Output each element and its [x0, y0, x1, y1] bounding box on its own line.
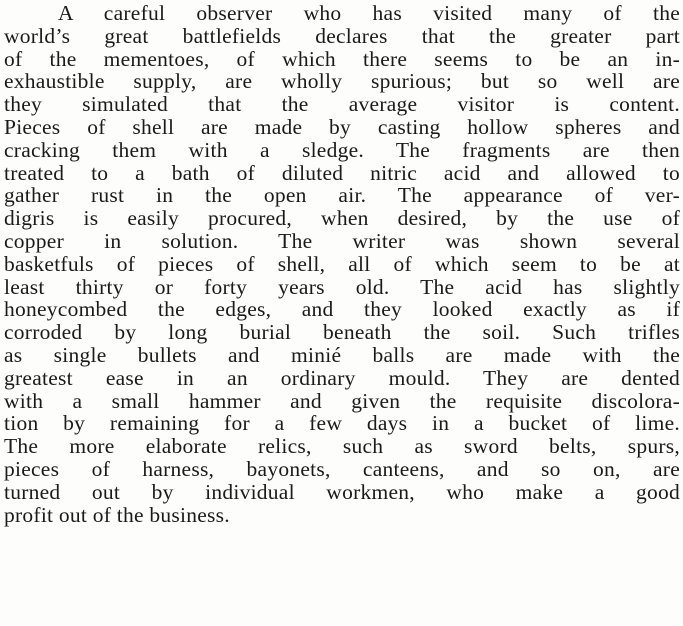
article-paragraph: [4, 2, 680, 526]
text-line-5: they simulated that the average visitor is content.: [4, 92, 680, 117]
text-line-16: as single bullets and minié balls are made with the: [4, 342, 680, 367]
text-line-22: turned out by individual workmen, who make a good: [4, 479, 680, 504]
text-line-13: least thirty or forty years old. The acid has slightly: [4, 274, 680, 299]
text-line-3: of the mementoes, of which there seems to be an in-: [4, 46, 680, 71]
text-line-9: gather rust in the open air. The appearance of ver-: [4, 183, 680, 208]
text-line-14: honeycombed the edges, and they looked exactly as if: [4, 297, 680, 322]
text-line-23: profit out of the business.: [4, 502, 230, 527]
text-line-17: greatest ease in an ordinary mould. They are dented: [4, 365, 680, 390]
text-line-19: tion by remaining for a few days in a bucket of lime.: [4, 411, 680, 436]
text-line-18: with a small hammer and given the requisite discolora-: [4, 388, 680, 413]
text-line-8: treated to a bath of diluted nitric acid and allowed to: [4, 160, 680, 185]
text-line-1: A careful observer who has visited many of the: [58, 1, 680, 25]
text-line-6: Pieces of shell are made by casting hollow spheres and: [4, 114, 680, 139]
text-line-15: corroded by long burial beneath the soil. Such trifles: [4, 320, 680, 345]
text-line-7: cracking them with a sledge. The fragments are then: [4, 137, 680, 162]
text-line-2: world’s great battlefields declares that the greater part: [4, 23, 680, 48]
text-line-12: basketfuls of pieces of shell, all of which seem to be at: [4, 251, 680, 276]
text-line-21: pieces of harness, bayonets, canteens, and so on, are: [4, 456, 680, 481]
text-line-4: exhaustible supply, are wholly spurious; but so well are: [4, 69, 680, 94]
text-line-20: The more elaborate relics, such as sword belts, spurs,: [4, 434, 680, 459]
text-line-11: copper in solution. The writer was shown several: [4, 228, 680, 253]
text-line-10: digris is easily procured, when desired, by the use of: [4, 206, 680, 231]
